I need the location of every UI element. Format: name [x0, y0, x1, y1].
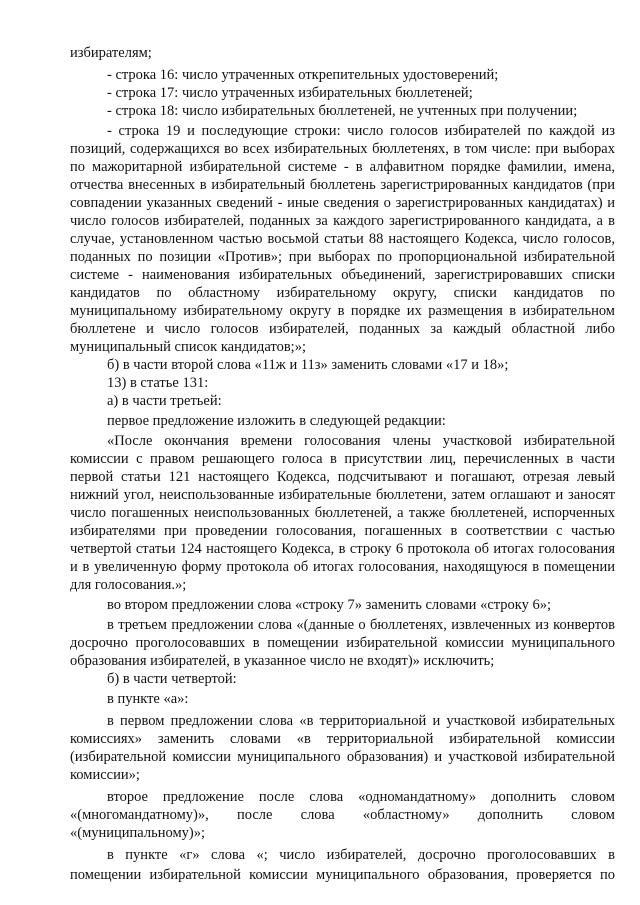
text-line: второе предложение после слова «одномандатному» дополнить словом	[107, 789, 615, 805]
text-line: б) в части второй слова «11ж и 11з» заменить словами «17 и 18»;	[107, 357, 509, 373]
text-line: и в увеличенную форму протокола об итогах голосования, находящуюся в помещении	[70, 559, 615, 575]
text-line: четвертой статьи 124 настоящего Кодекса, в строку 6 протокола об итогах голосования	[70, 541, 615, 557]
text-line: - строка 16: число утраченных открепительных удостоверений;	[107, 67, 499, 83]
text-line: бюллетене и число голосов избирателей, поданных за каждый областной либо	[70, 321, 615, 337]
text-line: - строка 18: число избирательных бюллетеней, не учтенных при получении;	[107, 103, 578, 119]
text-line: - строка 17: число утраченных избирательных бюллетеней;	[107, 85, 473, 101]
text-line: в пункте «а»:	[107, 691, 189, 707]
text-line: «После окончания времени голосования члены участковой избирательной	[107, 433, 615, 449]
text-line: поданных по позиции «Против»; при выборах по пропорциональной избирательной	[70, 249, 615, 265]
text-line: муниципальному избирательному округу в порядке их размещения в избирательном	[70, 303, 615, 319]
text-line: избирателями при проведении голосования, погашенных в соответствии с частью	[70, 523, 615, 539]
text-line: для голосования.»;	[70, 577, 187, 593]
text-line: 13) в статье 131:	[107, 375, 209, 391]
text-line: б) в части четвертой:	[107, 671, 237, 687]
text-line: досрочно проголосовавших в помещении избирательной комиссии муниципального	[70, 635, 615, 651]
text-line: а) в части третьей:	[107, 393, 222, 409]
text-line: в первом предложении слова «в территориальной и участковой избирательных	[107, 713, 615, 729]
text-line: первое предложение изложить в следующей редакции:	[107, 413, 446, 429]
text-line: «(многомандатному)», после слова «областному» дополнить словом	[70, 807, 615, 823]
text-line: первой статьи 121 настоящего Кодекса, подсчитывают и погашают, отрезая левый	[70, 469, 615, 485]
text-line: число погашенных неиспользованных бюллетеней, а также бюллетеней, испорченных	[70, 505, 615, 521]
text-line: комиссиях» заменить словами «в территориальной избирательной комиссии	[70, 731, 615, 747]
text-line: помещении избирательной комиссии муниципального образования, проверяется по	[70, 867, 615, 883]
text-line: - строка 19 и последующие строки: число голосов избирателей по каждой из	[107, 123, 615, 139]
text-line: отчества внесенных в избирательный бюллетень зарегистрированных кандидатов (при	[70, 177, 615, 193]
text-line: по мажоритарной избирательной системе - в алфавитном порядке фамилии, имена,	[70, 159, 615, 175]
text-line: комиссии с правом решающего голоса в присутствии лиц, перечисленных в части	[70, 451, 615, 467]
text-line: образования избирателей, в указанное число не входят)» исключить;	[70, 653, 495, 669]
text-line: случае, установленном частью восьмой статьи 88 настоящего Кодекса, число голосов,	[70, 231, 615, 247]
text-line: позиций, содержащихся во всех избирательных бюллетенях, в том числе: при выборах	[70, 141, 615, 157]
text-line: нижний угол, неиспользованные избирательные бюллетени, затем оглашают и заносят	[70, 487, 615, 503]
text-line: в третьем предложении слова «(данные о бюллетенях, извлеченных из конвертов	[107, 617, 615, 633]
text-line: избирателям;	[70, 45, 152, 61]
text-line: системе - наименования избирательных объединений, зарегистрировавших списки	[70, 267, 615, 283]
text-line: «(муниципальному)»;	[70, 825, 205, 841]
text-line: муниципальный список кандидатов;»;	[70, 339, 306, 355]
text-line: комиссии»;	[70, 767, 140, 783]
text-line: в пункте «г» слова «; число избирателей, досрочно проголосовавших в	[107, 847, 615, 863]
text-line: совпадении указанных сведений - иные сведения о зарегистрированных кандидатах) и	[70, 195, 615, 211]
text-line: кандидатов по областному избирательному округу, списки кандидатов по	[70, 285, 615, 301]
text-line: число голосов избирателей, поданных за каждого зарегистрированного кандидата, а в	[70, 213, 615, 229]
text-line: во втором предложении слова «строку 7» заменить словами «строку 6»;	[107, 597, 552, 613]
text-line: (избирательной комиссии муниципального образования) и участковой избирательной	[70, 749, 615, 765]
